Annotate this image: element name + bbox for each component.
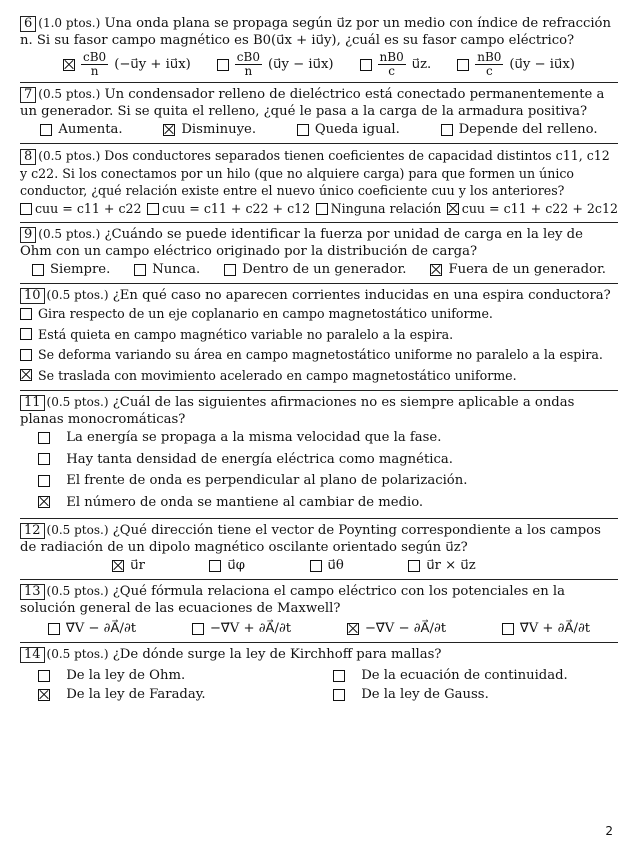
page-number: 2 (605, 824, 613, 838)
options (20, 556, 618, 575)
question-statement: ¿Cuál de las siguientes afirmaciones no es siempre aplicable a ondas planas monocromáticas? (20, 395, 575, 427)
checkbox[interactable] (333, 670, 345, 682)
checkbox[interactable] (457, 59, 469, 71)
option-b[interactable]: $\frac{cB0}{n}$ (u⃗y − iu⃗x) (217, 51, 334, 78)
option-a[interactable]: Gira respecto de un eje coplanario en campo magnetostático uniforme. (20, 304, 493, 323)
option-d[interactable]: u⃗r × u⃗z (408, 556, 475, 575)
question-12 (20, 519, 618, 580)
question-statement: ¿Cuándo se puede identificar la fuerza por unidad de carga en la ley de Ohm con un campo eléctrico originado por la distribución de carga? (20, 227, 583, 259)
checkbox[interactable] (147, 203, 159, 215)
option-a[interactable]: Aumenta. (40, 120, 122, 139)
checkbox[interactable] (347, 623, 359, 635)
checkbox[interactable] (20, 308, 32, 320)
question-text (20, 15, 618, 49)
checkbox[interactable] (333, 689, 345, 701)
checkbox[interactable] (38, 496, 50, 508)
question-number: 13 (20, 584, 45, 600)
question-number: 9 (20, 227, 36, 243)
question-points: (0.5 ptos.) (46, 584, 109, 598)
checkbox[interactable] (447, 203, 459, 215)
option-a[interactable]: $\frac{cB0}{n}$ (−u⃗y + iu⃗x) (63, 51, 191, 78)
option-a[interactable]: La energía se propaga a la misma velocidad que la fase. (38, 428, 441, 447)
option-c[interactable]: Queda igual. (297, 120, 400, 139)
option-b[interactable]: −∇⃗V + ∂A⃗/∂t (192, 619, 291, 638)
question-points: (0.5 ptos.) (46, 647, 109, 661)
option-d[interactable]: Fuera de un generador. (430, 260, 606, 279)
checkbox[interactable] (430, 264, 442, 276)
option-d[interactable]: Se traslada con movimiento acelerado en campo magnetostático uniforme. (20, 366, 517, 385)
exam-page (20, 12, 618, 708)
checkbox[interactable] (20, 349, 32, 361)
checkbox[interactable] (20, 203, 32, 215)
checkbox[interactable] (38, 453, 50, 465)
option-c[interactable]: −∇⃗V − ∂A⃗/∂t (347, 619, 446, 638)
question-points: (0.5 ptos.) (38, 149, 101, 163)
option-d[interactable]: Depende del relleno. (441, 120, 598, 139)
question-points: (1.0 ptos.) (38, 16, 101, 30)
checkbox[interactable] (20, 369, 32, 381)
question-number: 10 (20, 288, 45, 304)
option-c[interactable]: Se deforma variando su área en campo magnetostático uniforme no paralelo a la espira. (20, 345, 603, 364)
options (20, 428, 618, 514)
checkbox[interactable] (192, 623, 204, 635)
option-b[interactable]: Está quieta en campo magnético variable no paralelo a la espira. (20, 325, 453, 344)
checkbox[interactable] (32, 264, 44, 276)
question-statement: Una onda plana se propaga según u⃗z por un medio con índice de refracción n. Si su fasor campo magnético es B0(u⃗x + iu⃗y), ¿cuál es su fasor campo eléctrico? (20, 16, 611, 48)
question-number: 6 (20, 16, 36, 32)
checkbox[interactable] (217, 59, 229, 71)
question-points: (0.5 ptos.) (38, 227, 101, 241)
question-7 (20, 83, 618, 144)
options (20, 663, 618, 704)
question-statement: ¿Qué dirección tiene el vector de Poynting correspondiente a los campos de radiación de un dipolo magnético oscilante orientado según u⃗z? (20, 523, 601, 555)
option-a[interactable]: Siempre. (32, 260, 110, 279)
question-points: (0.5 ptos.) (46, 395, 109, 409)
checkbox[interactable] (441, 124, 453, 136)
option-b[interactable]: De la ecuación de continuidad. (333, 666, 618, 685)
option-c[interactable]: El frente de onda es perpendicular al plano de polarización. (38, 471, 467, 490)
question-number: 8 (20, 149, 36, 165)
option-c[interactable]: Ninguna relación (316, 199, 442, 218)
checkbox[interactable] (38, 689, 50, 701)
checkbox[interactable] (63, 59, 75, 71)
question-text (20, 583, 618, 617)
question-number: 11 (20, 395, 45, 411)
question-9 (20, 223, 618, 284)
checkbox[interactable] (20, 328, 32, 340)
options (20, 304, 618, 386)
checkbox[interactable] (310, 560, 322, 572)
options (20, 260, 618, 279)
question-number: 7 (20, 87, 36, 103)
question-6 (20, 12, 618, 83)
option-b[interactable]: Hay tanta densidad de energía eléctrica como magnética. (38, 450, 453, 469)
option-a[interactable]: De la ley de Ohm. (38, 666, 323, 685)
checkbox[interactable] (297, 124, 309, 136)
checkbox[interactable] (408, 560, 420, 572)
question-text (20, 147, 618, 199)
question-8 (20, 144, 618, 223)
question-statement: ¿En qué caso no aparecen corrientes inducidas en una espira conductora? (112, 288, 611, 303)
question-points: (0.5 ptos.) (46, 523, 109, 537)
question-11 (20, 391, 618, 519)
checkbox[interactable] (134, 264, 146, 276)
checkbox[interactable] (112, 560, 124, 572)
option-a[interactable]: u⃗r (112, 556, 145, 575)
options (20, 617, 618, 638)
option-b[interactable]: Disminuye. (163, 120, 256, 139)
option-b[interactable]: Nunca. (134, 260, 200, 279)
question-text (20, 287, 618, 304)
option-b[interactable]: cuu = c11 + c22 + c12 (147, 199, 310, 218)
option-d[interactable]: cuu = c11 + c22 + 2c12 (447, 199, 618, 218)
option-d[interactable]: $\frac{nB0}{c}$ (u⃗y − iu⃗x) (457, 51, 575, 78)
question-text (20, 646, 618, 663)
question-10 (20, 284, 618, 391)
checkbox[interactable] (224, 264, 236, 276)
checkbox[interactable] (163, 124, 175, 136)
checkbox[interactable] (316, 203, 328, 215)
question-number: 12 (20, 523, 45, 539)
question-statement: ¿Qué fórmula relaciona el campo eléctrico con los potenciales en la solución general de las ecuaciones de Maxwell? (20, 584, 565, 616)
checkbox[interactable] (209, 560, 221, 572)
option-c[interactable]: De la ley de Faraday. (38, 685, 323, 704)
checkbox[interactable] (360, 59, 372, 71)
checkbox[interactable] (40, 124, 52, 136)
option-c[interactable]: $\frac{nB0}{c}$ u⃗z. (360, 51, 432, 78)
checkbox[interactable] (38, 432, 50, 444)
checkbox[interactable] (502, 623, 514, 635)
question-number: 14 (20, 647, 45, 663)
question-text (20, 522, 618, 556)
question-text (20, 394, 618, 428)
options (20, 49, 618, 78)
question-14 (20, 643, 618, 708)
option-b[interactable]: u⃗φ (209, 556, 245, 575)
question-13 (20, 580, 618, 643)
question-points: (0.5 ptos.) (38, 87, 101, 101)
question-text (20, 86, 618, 120)
option-d[interactable]: ∇⃗V + ∂A⃗/∂t (502, 619, 590, 638)
checkbox[interactable] (38, 475, 50, 487)
question-points: (0.5 ptos.) (46, 288, 109, 302)
question-statement: ¿De dónde surge la ley de Kirchhoff para mallas? (112, 647, 442, 662)
option-a[interactable]: ∇⃗V − ∂A⃗/∂t (48, 619, 136, 638)
question-statement: Un condensador relleno de dieléctrico está conectado permanentemente a un generador. Si se quita el relleno, ¿qué le pasa a la carga de la armadura positiva? (20, 87, 605, 119)
options (20, 199, 618, 218)
options (20, 120, 618, 139)
checkbox[interactable] (38, 670, 50, 682)
option-c[interactable]: Dentro de un generador. (224, 260, 406, 279)
option-d[interactable]: El número de onda se mantiene al cambiar de medio. (38, 493, 423, 512)
option-a[interactable]: cuu = c11 + c22 (20, 199, 142, 218)
option-d[interactable]: De la ley de Gauss. (333, 685, 618, 704)
checkbox[interactable] (48, 623, 60, 635)
option-c[interactable]: u⃗θ (310, 556, 344, 575)
question-statement: Dos conductores separados tienen coeficientes de capacidad distintos c11, c12 y c22. Si los conectamos por un hilo (que no alquiere carga) para que formen un único conductor, ¿qué relación existe entre el nuevo único coeficiente cuu y los anteriores? (20, 148, 610, 198)
question-text (20, 226, 618, 260)
